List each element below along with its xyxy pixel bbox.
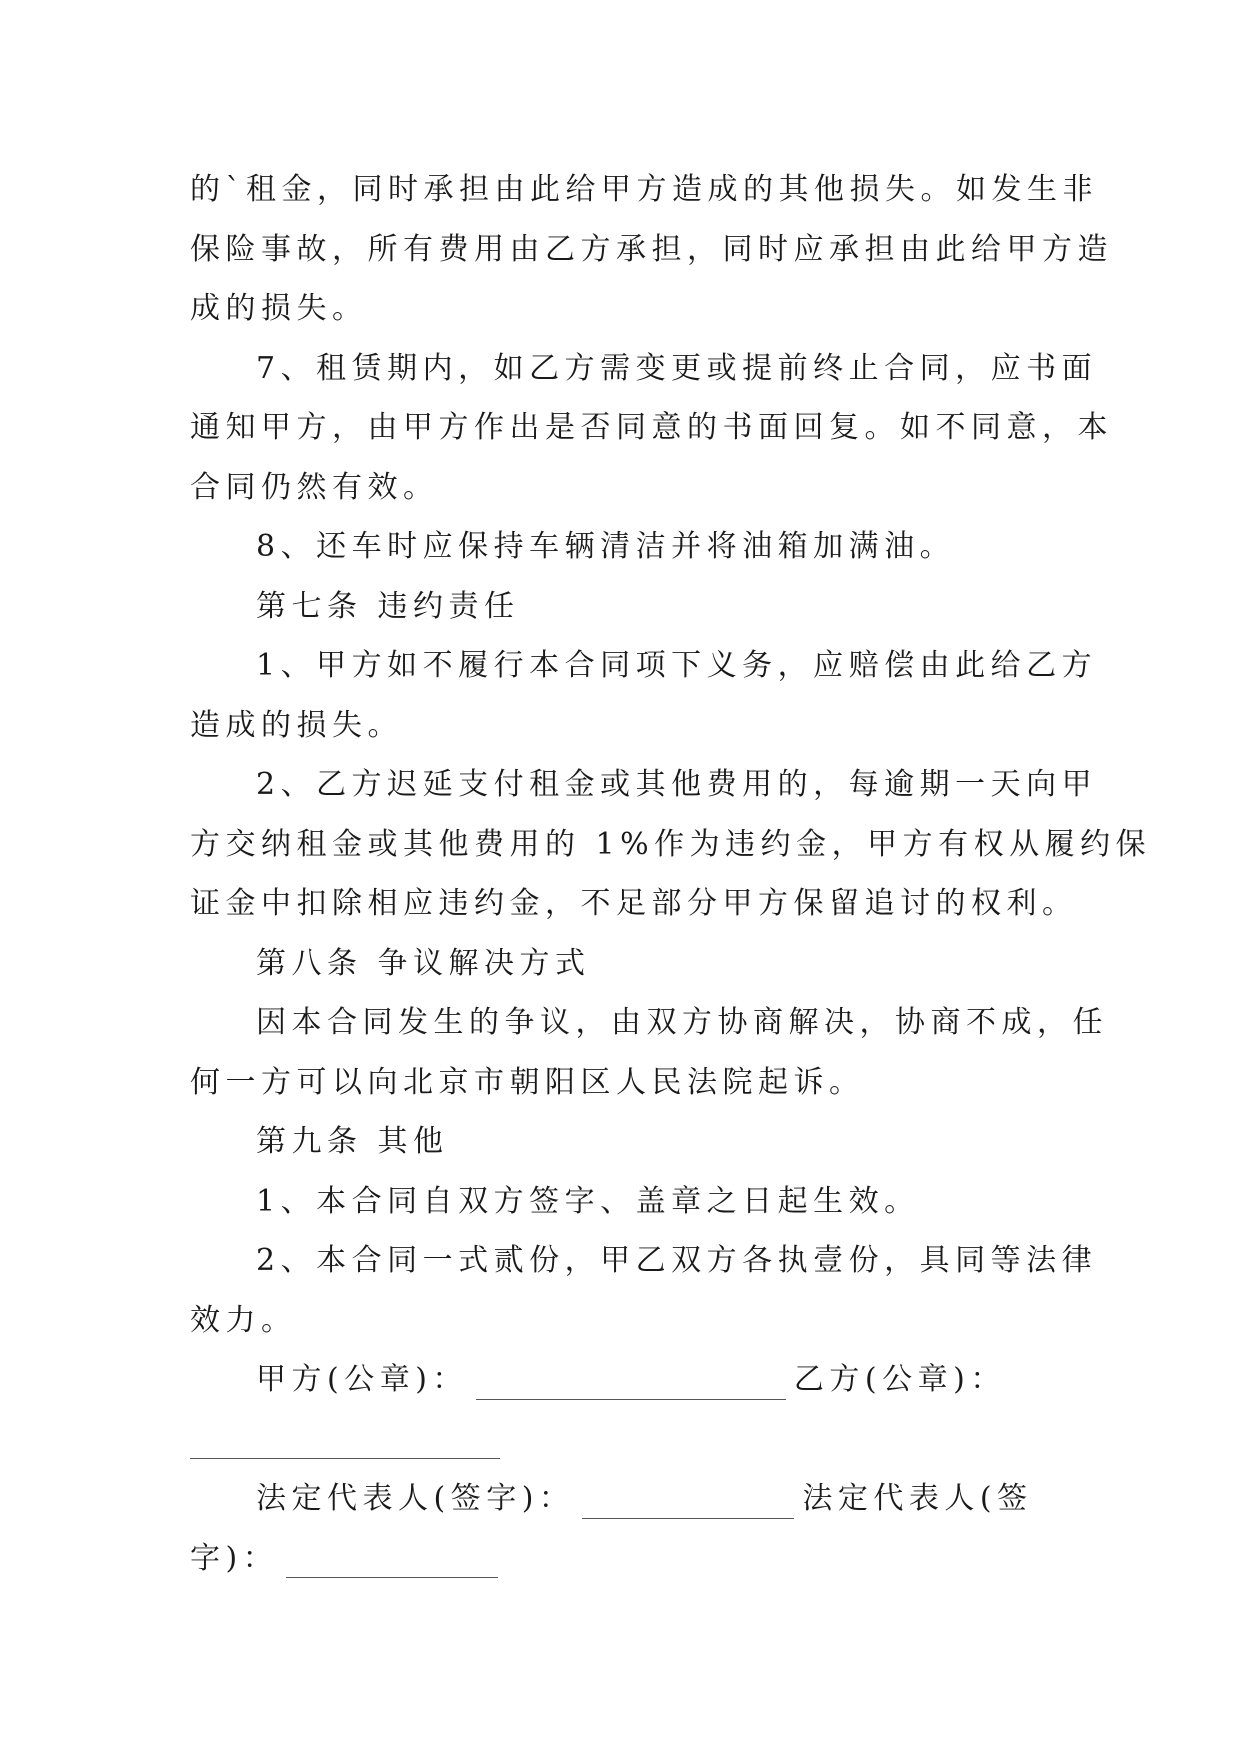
party-a-seal-blank[interactable]	[476, 1363, 786, 1400]
party-a-label: 甲方(公章)：	[256, 1362, 468, 1397]
article-7-clause-2: 2、乙方迟延支付租金或其他费用的，每逾期一天向甲	[256, 767, 1098, 802]
text-line: 保险事故，所有费用由乙方承担，同时应承担由此给甲方造	[190, 231, 1113, 267]
rep-a-label: 法定代表人(签字)：	[256, 1481, 575, 1516]
article-7-clause-1: 1、甲方如不履行本合同项下义务，应赔偿由此给乙方	[256, 648, 1098, 683]
party-b-label: 乙方(公章)：	[793, 1362, 1006, 1397]
representative-signature-line	[190, 1469, 1050, 1529]
article-8-heading: 第八条 争议解决方式	[256, 945, 591, 981]
rep-b-label-cont: 字)：	[190, 1540, 279, 1576]
text-line: 通知甲方，由甲方作出是否同意的书面回复。如不同意，本	[190, 410, 1113, 445]
article-7-heading: 第七条 违约责任	[256, 588, 520, 624]
text-line: 方交纳租金或其他费用的 1%作为违约金，甲方有权从履约保	[190, 826, 1152, 862]
text-line: 证金中扣除相应违约金，不足部分甲方保留追讨的权利。	[190, 886, 1078, 921]
representative-b-line	[190, 1529, 1050, 1589]
clause-7: 7、租赁期内，如乙方需变更或提前终止合同，应书面	[256, 350, 1098, 386]
text-line: 合同仍然有效。	[190, 469, 439, 505]
party-signature-line	[190, 1350, 1050, 1410]
text-line: 何一方可以向北京市朝阳区人民法院起诉。	[190, 1064, 865, 1100]
party-b-blank-line	[190, 1410, 1050, 1470]
rep-b-signature-blank[interactable]	[286, 1541, 498, 1578]
rep-a-signature-blank[interactable]	[582, 1482, 794, 1519]
document-page	[190, 160, 1152, 1588]
text-line: 效力。	[190, 1302, 297, 1338]
text-line: 成的损失。	[190, 291, 368, 326]
party-b-seal-blank[interactable]	[190, 1422, 500, 1459]
article-9-clause-2: 2、本合同一式贰份，甲乙双方各执壹份，具同等法律	[256, 1243, 1098, 1278]
article-8-body: 因本合同发生的争议，由双方协商解决，协商不成，任	[256, 1005, 1108, 1040]
article-9-heading: 第九条 其他	[256, 1124, 449, 1159]
text-line: 造成的损失。	[190, 707, 403, 743]
text-line: 的`租金，同时承担由此给甲方造成的其他损失。如发生非	[190, 172, 1098, 207]
clause-8: 8、还车时应保持车辆清洁并将油箱加满油。	[256, 529, 956, 564]
article-9-clause-1: 1、本合同自双方签字、盖章之日起生效。	[256, 1183, 920, 1219]
rep-b-label: 法定代表人(签	[802, 1481, 1033, 1516]
